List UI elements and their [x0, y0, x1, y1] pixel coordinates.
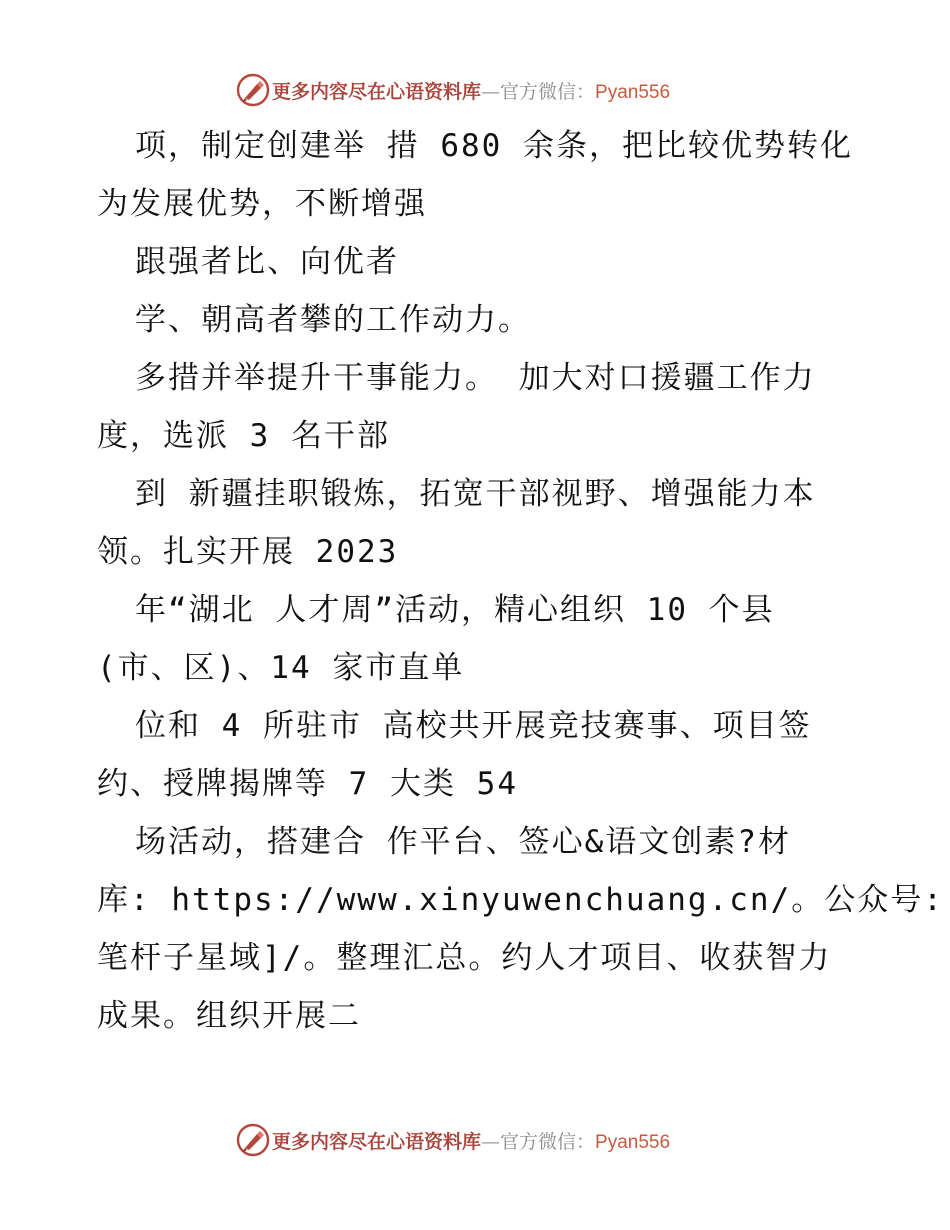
watermark-title: 更多内容尽在心语资料库 [272, 1130, 482, 1153]
text-line: 约、授牌揭牌等 7 大类 54 [97, 766, 518, 802]
watermark-separator: — [481, 1130, 501, 1153]
pen-logo-icon [236, 73, 270, 107]
watermark-note: 官方微信： [500, 1130, 596, 1153]
text-line: 度，选派 3 名干部 [97, 418, 390, 454]
watermark-separator: — [481, 80, 501, 103]
text-line: 学、朝高者攀的工作动力。 [135, 302, 531, 338]
watermark-text [272, 77, 670, 104]
document-body [97, 117, 944, 1045]
footer-watermark [236, 1123, 670, 1157]
watermark-title: 更多内容尽在心语资料库 [272, 80, 482, 103]
text-line: 笔杆子星域]/。整理汇总。约人才项目、收获智力 [97, 940, 832, 976]
text-line: 成果。组织开展二 [97, 998, 361, 1034]
watermark-note: 官方微信： [500, 80, 596, 103]
text-line: 多措并举提升干事能力。 加大对口援疆工作力 [135, 360, 816, 396]
header-watermark [236, 73, 670, 107]
text-line: 位和 4 所驻市 高校共开展竞技赛事、项目签 [135, 708, 812, 744]
pen-logo-icon [236, 1123, 270, 1157]
text-line: 到 新疆挂职锻炼，拓宽干部视野、增强能力本 [135, 476, 816, 512]
text-line: 跟强者比、向优者 [135, 244, 399, 280]
watermark-text [272, 1127, 670, 1154]
text-line: 场活动，搭建合 作平台、签心&语文创素?材 [135, 824, 791, 860]
text-line: 领。扎实开展 2023 [97, 534, 399, 570]
text-line: 库: https://www.xinyuwenchuang.cn/。公众号: [97, 882, 944, 918]
watermark-brand: Pyan556 [595, 1131, 671, 1153]
text-line: 为发展优势，不断增强 [97, 186, 427, 222]
text-line: 年“湖北 人才周”活动，精心组织 10 个县 [135, 592, 775, 628]
text-line: 项，制定创建举 措 680 余条，把比较优势转化 [135, 128, 853, 164]
text-line: (市、区)、14 家市直单 [97, 650, 465, 686]
watermark-brand: Pyan556 [595, 81, 671, 103]
